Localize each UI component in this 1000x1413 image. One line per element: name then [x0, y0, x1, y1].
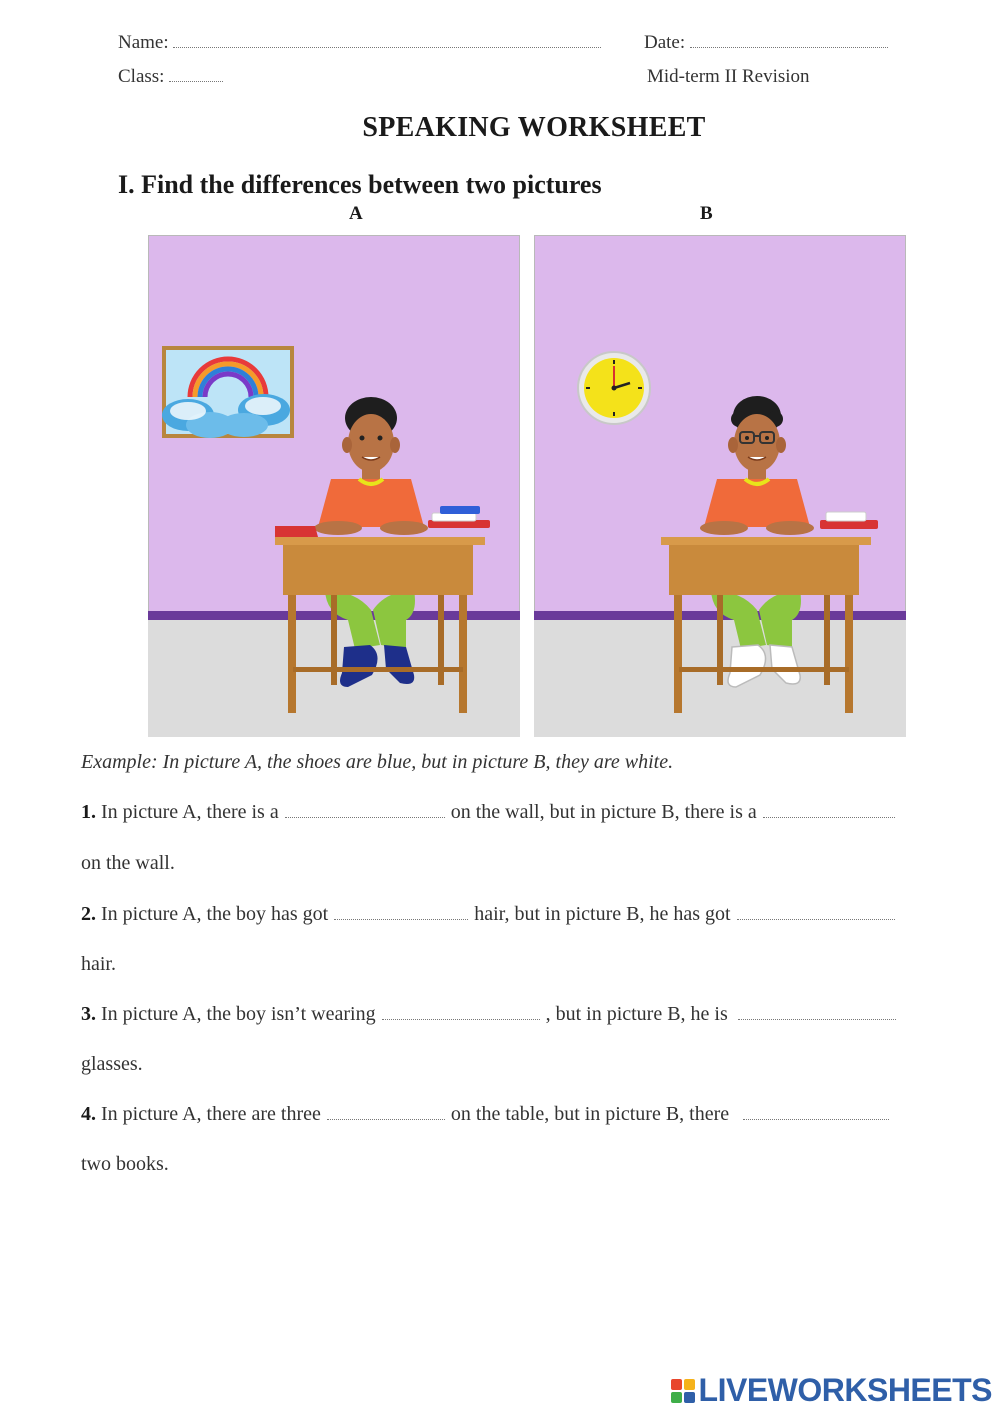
question-2-cont: hair. [81, 953, 116, 975]
question-1 [81, 801, 901, 824]
section-title: I. Find the differences between two pictures [118, 170, 602, 199]
date-field[interactable] [644, 32, 888, 54]
picture-a [148, 235, 520, 737]
question-number: 4. [81, 1103, 96, 1125]
answer-blank[interactable] [285, 804, 445, 818]
question-number: 3. [81, 1003, 96, 1025]
date-blank[interactable] [690, 34, 888, 48]
question-text: hair, but in picture B, he has got [474, 903, 731, 925]
name-blank[interactable] [173, 34, 601, 48]
page-title: SPEAKING WORKSHEET [362, 112, 706, 143]
rainbow-picture [162, 348, 292, 438]
answer-blank[interactable] [743, 1106, 889, 1120]
answer-blank[interactable] [737, 906, 895, 920]
question-text: on the table, but in picture B, there [450, 1103, 730, 1125]
liveworksheets-logo [671, 1372, 992, 1409]
class-blank[interactable] [169, 68, 223, 82]
name-label: Name: [118, 32, 169, 53]
logo-icon [671, 1379, 695, 1403]
picture-b [534, 235, 906, 737]
name-field[interactable] [118, 32, 601, 54]
question-text: In picture A, there is a [101, 801, 279, 823]
class-label: Class: [118, 66, 165, 87]
answer-blank[interactable] [382, 1006, 540, 1020]
answer-blank[interactable] [763, 804, 895, 818]
question-4 [81, 1103, 895, 1126]
answer-blank[interactable] [327, 1106, 445, 1120]
question-text: In picture A, there are three [101, 1103, 321, 1125]
answer-blank[interactable] [334, 906, 468, 920]
question-3 [81, 1003, 902, 1026]
question-3-cont: glasses. [81, 1053, 143, 1075]
date-label: Date: [644, 32, 686, 53]
answer-blank[interactable] [738, 1006, 896, 1020]
question-text: on the wall, but in picture B, there is a [450, 801, 757, 823]
picture-b-label: B [700, 203, 713, 224]
question-2 [81, 903, 901, 926]
question-4-cont: two books. [81, 1153, 169, 1175]
revision-label: Mid-term II Revision [647, 66, 810, 87]
question-number: 2. [81, 903, 96, 925]
question-1-cont: on the wall. [81, 852, 175, 874]
clock [578, 352, 650, 424]
question-text: , but in picture B, he is [545, 1003, 728, 1025]
picture-a-label: A [349, 203, 363, 224]
question-text: In picture A, the boy has got [101, 903, 329, 925]
example-sentence: Example: In picture A, the shoes are blue, but in picture B, they are white. [81, 751, 674, 773]
class-field[interactable] [118, 66, 223, 88]
logo-text: LIVEWORKSHEETS [698, 1372, 992, 1408]
question-number: 1. [81, 801, 96, 823]
question-text: In picture A, the boy isn’t wearing [101, 1003, 376, 1025]
